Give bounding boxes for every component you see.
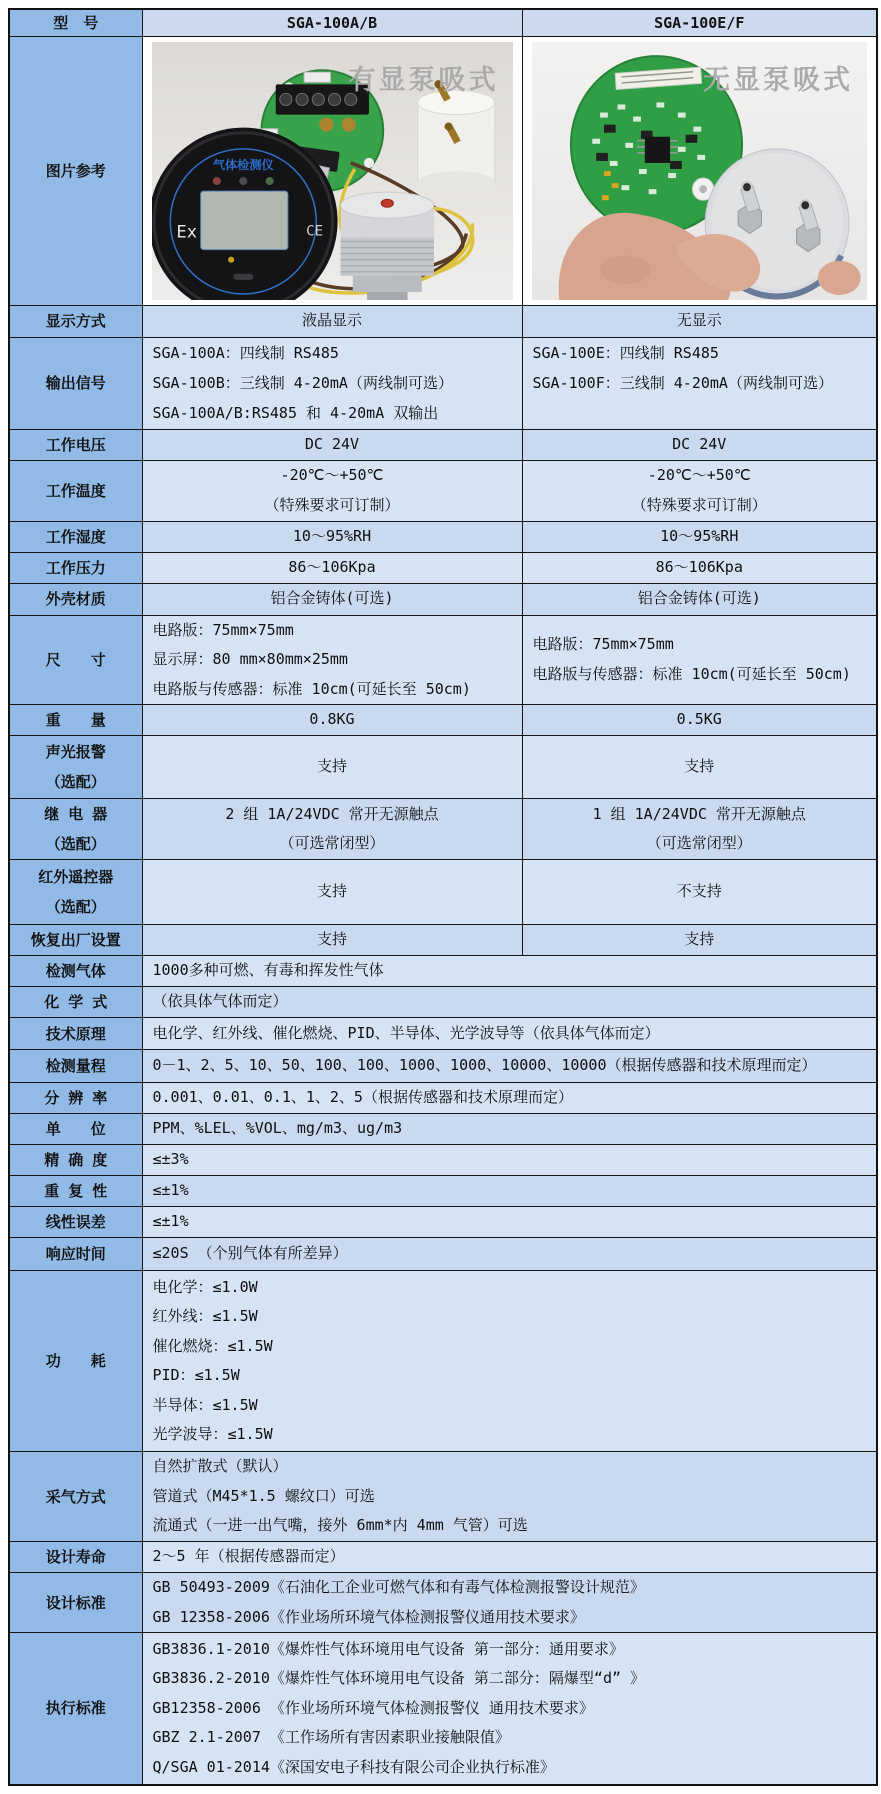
row-resolution: 分 辨 率 0.001、0.01、0.1、1、2、5（根据传感器和技术原理而定） <box>9 1083 877 1114</box>
ce-mark-text: CE <box>305 223 323 239</box>
row-technical-principle: 技术原理 电化学、红外线、催化燃烧、PID、半导体、光学波导等（依具体气体而定） <box>9 1018 877 1050</box>
row-working-voltage: 工作电压 DC 24V DC 24V <box>9 429 877 460</box>
row-design-standard: 设计标准 GB 50493-2009《石油化工企业可燃气体和有毒气体检测报警设计规范》 GB 12358-2006《作业场所环境气体检测报警仪通用技术要求》 <box>9 1573 877 1633</box>
row-display-mode: 显示方式 液晶显示 无显示 <box>9 305 877 337</box>
watermark-text: 有显泵吸式 <box>348 64 499 96</box>
row-factory-reset: 恢复出厂设置 支持 支持 <box>9 925 877 956</box>
row-detected-gas: 检测气体 1000多种可燃、有毒和挥发性气体 <box>9 956 877 987</box>
product-photo-sga100ef <box>532 42 868 300</box>
photo-cell-sga100ab <box>142 36 522 305</box>
watermark-text: 无显泵吸式 <box>703 64 853 96</box>
row-working-pressure: 工作压力 86～106Kpa 86～106Kpa <box>9 552 877 583</box>
row-detection-range: 检测量程 0－1、2、5、10、50、100、100、1000、1000、10000、10000（根据传感器和技术原理而定） <box>9 1050 877 1083</box>
row-power-consumption: 功 耗 电化学：≤1.0W 红外线：≤1.5W 催化燃烧：≤1.5W PID：≤1.5W 半导体：≤1.5W 光学波导：≤1.5W <box>9 1271 877 1452</box>
row-audible-visual-alarm: 声光报警 （选配） 支持 支持 <box>9 736 877 799</box>
row-execution-standard: 执行标准 GB3836.1-2010《爆炸性气体环境用电气设备 第一部分：通用要求》 GB3836.2-2010《爆炸性气体环境用电气设备 第二部分：隔爆型“d” 》 GB12358-2006 《作业场所环境气体检测报警仪 通用技术要求》 GBZ 2.1-2007 《工作场所有害因素职业接触限值》 Q/SGA 01-2014《深国安电子科技有限公司企业执行标准》 <box>9 1633 877 1785</box>
header-row <box>9 9 877 36</box>
spec-table <box>8 8 878 1786</box>
model-label: 型 号 <box>9 9 142 36</box>
row-accuracy: 精 确 度 ≤±3% <box>9 1145 877 1176</box>
image-row <box>9 36 877 305</box>
ex-mark-text: Ex <box>175 222 197 243</box>
row-weight: 重 量 0.8KG 0.5KG <box>9 705 877 736</box>
row-unit: 单 位 PPM、%LEL、%VOL、mg/m3、ug/m3 <box>9 1114 877 1145</box>
row-repeatability: 重 复 性 ≤±1% <box>9 1176 877 1207</box>
model-name-ab: SGA-100A/B <box>142 9 522 36</box>
product-photo-sga100ab <box>152 42 513 300</box>
row-ir-remote: 红外遥控器 （选配） 支持 不支持 <box>9 860 877 925</box>
row-design-life: 设计寿命 2～5 年（根据传感器而定） <box>9 1542 877 1573</box>
row-chemical-formula: 化 学 式 （依具体气体而定） <box>9 987 877 1018</box>
row-working-humidity: 工作湿度 10～95%RH 10～95%RH <box>9 521 877 552</box>
row-sampling-method: 采气方式 自然扩散式（默认） 管道式（M45*1.5 螺纹口）可选 流通式（一进一出气嘴，接外 6mm*内 4mm 气管）可选 <box>9 1452 877 1542</box>
row-linearity-error: 线性误差 ≤±1% <box>9 1207 877 1238</box>
model-name-ef: SGA-100E/F <box>522 9 877 36</box>
row-response-time: 响应时间 ≤20S （个别气体有所差异） <box>9 1238 877 1271</box>
sensor-cylinder-icon <box>340 192 433 300</box>
row-output-signal: 输出信号 SGA-100A：四线制 RS485 SGA-100B：三线制 4-20mA（两线制可选） SGA-100A/B:RS485 和 4-20mA 双输出 SGA-100E：四线制 RS485 SGA-100F：三线制 4-20mA（两线制可选） <box>9 337 877 429</box>
row-shell-material: 外壳材质 铝合金铸体(可选) 铝合金铸体(可选) <box>9 583 877 615</box>
row-dimensions: 尺 寸 电路版：75mm×75mm 显示屏：80 mm×80mm×25mm 电路版与传感器：标准 10cm(可延长至 50cm) 电路版：75mm×75mm 电路版与传感器：标准 10cm(可延长至 50cm) <box>9 615 877 705</box>
row-relay: 继 电 器 （选配） 2 组 1A/24VDC 常开无源触点 （可选常闭型） 1 组 1A/24VDC 常开无源触点 （可选常闭型） <box>9 799 877 860</box>
row-working-temperature: 工作温度 -20℃～+50℃ （特殊要求可订制） -20℃～+50℃ （特殊要求可订制） <box>9 460 877 521</box>
device-title-text: 气体检测仪 <box>212 157 274 172</box>
image-row-label: 图片参考 <box>9 36 142 305</box>
photo-cell-sga100ef <box>522 36 877 305</box>
